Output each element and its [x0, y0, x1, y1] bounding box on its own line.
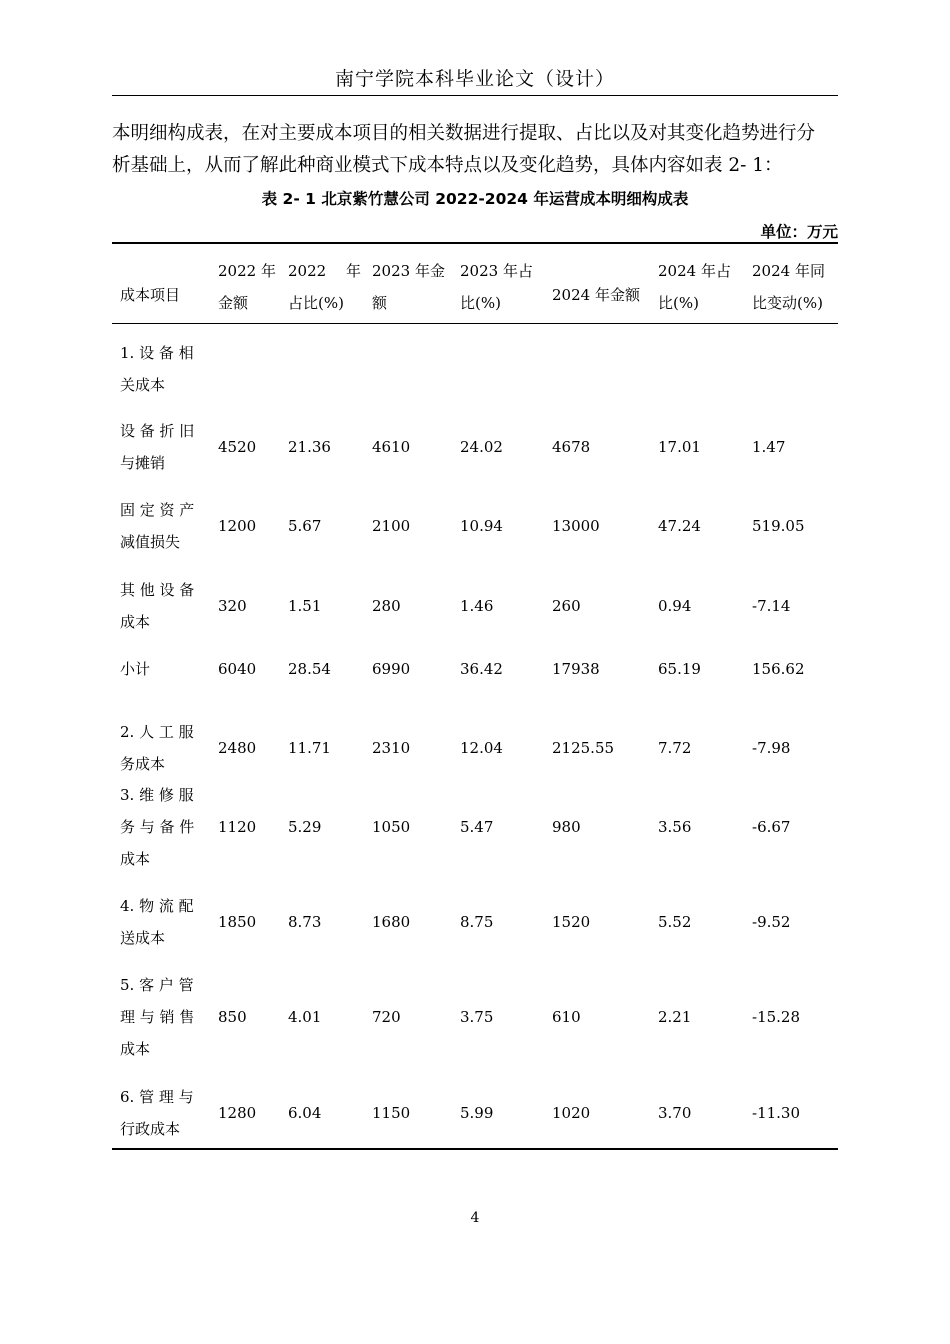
table-caption: 表 2- 1 北京紫竹慧公司 2022-2024 年运营成本明细构成表 — [261, 190, 689, 208]
table-cell: 0.94 — [658, 597, 692, 615]
table-cell: 980 — [552, 818, 581, 836]
table-row-label: 关成本 — [120, 376, 166, 394]
table-cell: 1.46 — [460, 597, 494, 615]
table-header-cell: 2022 年 — [218, 262, 276, 280]
table-cell: 5.47 — [460, 818, 494, 836]
table-cell: 6040 — [218, 660, 257, 678]
table-row-label: 成本 — [120, 850, 151, 868]
table-row-label: 成本 — [120, 1040, 151, 1058]
table-cell: 1680 — [372, 913, 411, 931]
table-header-cell: 2023 年金 — [372, 262, 445, 280]
table-cell: 260 — [552, 597, 581, 615]
table-row-label: 行政成本 — [120, 1120, 181, 1138]
table-header-cell: 比(%) — [658, 294, 699, 312]
table-cell: 320 — [218, 597, 247, 615]
table-cell: 1.47 — [752, 438, 786, 456]
table-header-rule — [112, 323, 838, 324]
table-cell: 8.75 — [460, 913, 494, 931]
table-row-label: 与摊销 — [120, 454, 166, 472]
table-cell: 2.21 — [658, 1008, 692, 1026]
table-cell: 1.51 — [288, 597, 322, 615]
table-cell: 1050 — [372, 818, 411, 836]
table-cell: 4.01 — [288, 1008, 322, 1026]
table-cell: 13000 — [552, 517, 600, 535]
table-row-label: 6. 管 理 与 — [120, 1088, 194, 1106]
table-cell: 5.29 — [288, 818, 322, 836]
table-cell: 5.67 — [288, 517, 322, 535]
page-header-title: 南宁学院本科毕业论文（设计） — [334, 68, 615, 90]
table-header-cell: 金额 — [218, 294, 249, 312]
table-header-cell: 比(%) — [460, 294, 501, 312]
table-cell: -15.28 — [752, 1008, 801, 1026]
header-rule — [112, 95, 838, 96]
table-row-label: 4. 物 流 配 — [120, 897, 194, 915]
table-cell: 24.02 — [460, 438, 503, 456]
table-cell: 1020 — [552, 1104, 591, 1122]
table-cell: 8.73 — [288, 913, 322, 931]
table-header-cell: 成本项目 — [120, 286, 181, 304]
table-bottom-rule — [112, 1148, 838, 1150]
table-cell: 519.05 — [752, 517, 805, 535]
table-cell: 1200 — [218, 517, 257, 535]
table-cell: 2125.55 — [552, 739, 615, 757]
table-cell: 3.75 — [460, 1008, 494, 1026]
table-row-label: 务 与 备 件 — [120, 818, 195, 836]
body-paragraph — [112, 118, 842, 182]
table-cell: 156.62 — [752, 660, 805, 678]
table-cell: 12.04 — [460, 739, 503, 757]
table-cell: 4610 — [372, 438, 411, 456]
table-cell: 47.24 — [658, 517, 701, 535]
page-number: 4 — [470, 1210, 480, 1226]
table-cell: 1120 — [218, 818, 257, 836]
table-row-label: 成本 — [120, 613, 151, 631]
table-cell: 36.42 — [460, 660, 503, 678]
table-row-label: 2. 人 工 服 — [120, 723, 194, 741]
table-cell: 10.94 — [460, 517, 503, 535]
paragraph-line: 析基础上，从而了解此种商业模式下成本特点以及变化趋势，具体内容如表 2- 1： — [112, 155, 783, 176]
table-cell: 4678 — [552, 438, 591, 456]
table-cell: -9.52 — [752, 913, 791, 931]
table-cell: -7.14 — [752, 597, 791, 615]
table-row-label: 1. 设 备 相 — [120, 344, 194, 362]
table-cell: 28.54 — [288, 660, 331, 678]
table-cell: 1280 — [218, 1104, 257, 1122]
table-cell: 610 — [552, 1008, 581, 1026]
table-header-cell: 占比(%) — [288, 294, 344, 312]
table-header-cell: 2024 年占 — [658, 262, 731, 280]
table-cell: 21.36 — [288, 438, 331, 456]
table-cell: 5.52 — [658, 913, 692, 931]
table-header-cell: 2023 年占 — [460, 262, 533, 280]
table-cell: 1520 — [552, 913, 591, 931]
table-header-cell: 比变动(%) — [752, 294, 823, 312]
table-cell: 3.70 — [658, 1104, 692, 1122]
table-cell: 65.19 — [658, 660, 701, 678]
table-header-cell: 额 — [372, 294, 388, 312]
table-cell: 720 — [372, 1008, 401, 1026]
table-row-label: 小计 — [120, 660, 151, 678]
table-row-label: 3. 维 修 服 — [120, 786, 194, 804]
table-row-label: 理 与 销 售 — [120, 1008, 195, 1026]
table-cell: 1850 — [218, 913, 257, 931]
table-header-cell: 2024 年金额 — [552, 286, 640, 304]
table-cell: 7.72 — [658, 739, 692, 757]
table-cell: 2310 — [372, 739, 411, 757]
table-cell: 5.99 — [460, 1104, 494, 1122]
table-cell: -11.30 — [752, 1104, 801, 1122]
table-row-label: 其 他 设 备 — [120, 581, 195, 599]
table-row-label: 减值损失 — [120, 533, 181, 551]
paragraph-line: 本明细构成表，在对主要成本项目的相关数据进行提取、占比以及对其变化趋势进行分 — [112, 123, 816, 144]
table-row-label: 固 定 资 产 — [120, 501, 195, 519]
table-cell: -7.98 — [752, 739, 791, 757]
table-header-cell: 2024 年同 — [752, 262, 825, 280]
table-cell: 11.71 — [288, 739, 331, 757]
table-row-label: 务成本 — [120, 755, 166, 773]
table-row-label: 设 备 折 旧 — [120, 422, 195, 440]
table-cell: 280 — [372, 597, 401, 615]
table-cell: 2100 — [372, 517, 411, 535]
table-row-label: 送成本 — [120, 929, 166, 947]
table-cell: 4520 — [218, 438, 257, 456]
table-cell: 850 — [218, 1008, 247, 1026]
table-cell: 6.04 — [288, 1104, 322, 1122]
table-cell: 3.56 — [658, 818, 692, 836]
table-cell: 6990 — [372, 660, 411, 678]
table-cell: 2480 — [218, 739, 257, 757]
table-cell: 1150 — [372, 1104, 411, 1122]
table-top-rule — [112, 242, 838, 244]
table-cell: 17938 — [552, 660, 600, 678]
table-row-label: 5. 客 户 管 — [120, 976, 194, 994]
table-unit: 单位：万元 — [760, 223, 838, 241]
table-header-cell: 2022 年 — [288, 262, 361, 280]
table-cell: 17.01 — [658, 438, 701, 456]
table-cell: -6.67 — [752, 818, 791, 836]
